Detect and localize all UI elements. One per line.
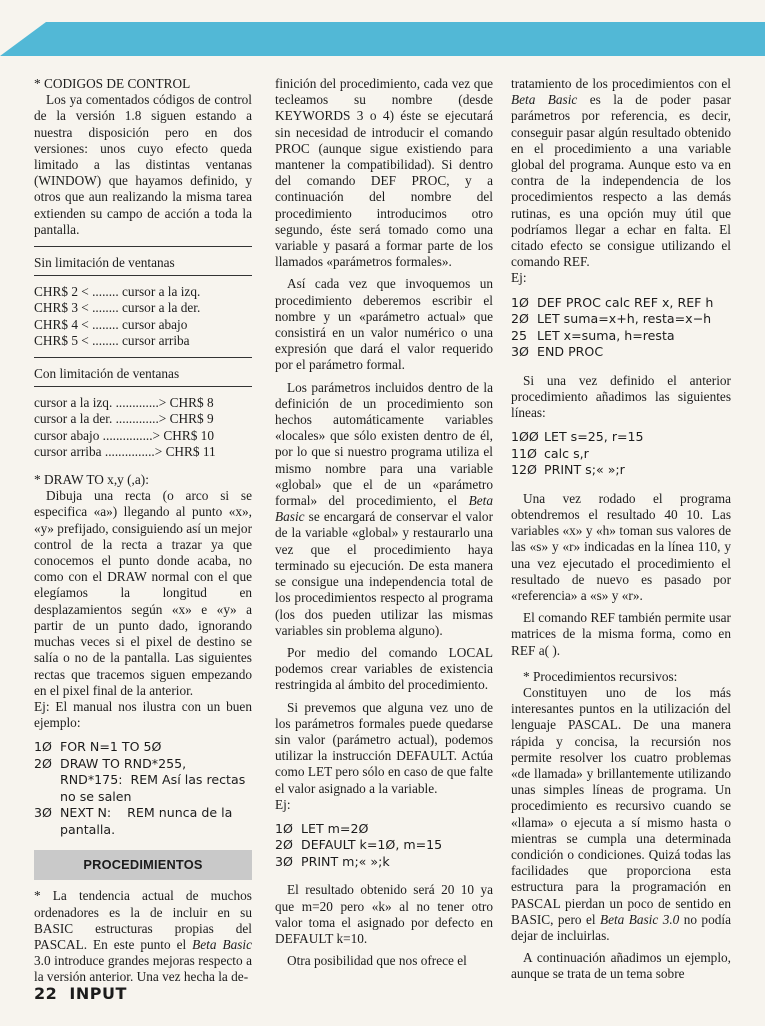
code-text: NEXT N: REM nunca de la pantalla. xyxy=(60,805,237,837)
code-line xyxy=(511,446,731,463)
code-text: END PROC xyxy=(537,344,604,360)
line-number: 1Ø xyxy=(275,820,293,836)
table-row: cursor arriba ...............> CHR$ 11 xyxy=(34,443,216,459)
paragraph: Otra posibilidad que nos ofrece el xyxy=(287,953,467,969)
code-line xyxy=(275,837,493,854)
line-number: 1ØØ xyxy=(511,429,539,445)
table-row: cursor abajo ...............> CHR$ 10 xyxy=(34,427,214,443)
line-number: 25 xyxy=(511,327,528,343)
paragraph: finición del procedimiento, cada vez que tecleamos su nombre (desde KEYWORDS 3 o 4) éste se ejecutará sin necesidad de introducir el comando PROC (aunque sigue existiendo para mantener la compatibilidad). Si dentro del comando DEF PROC, y a continuación del nombre del procedimiento introducimos otro segundo, éste será tomado como una variable y pasará a formar parte de los llamados «parámetros formales». xyxy=(275,76,493,270)
section-header-procedimientos: PROCEDIMIENTOS xyxy=(34,850,252,880)
text-run: se encargará de conservar el valor de la variable «global» y restaurarlo una vez que el procedimiento haya terminado su ejecución. De esta manera se consigue una independencia total de los procedimientos respecto al programa (los dos pueden utilizar las mismas variables sin problema alguno). xyxy=(275,509,493,638)
code-line xyxy=(511,328,731,345)
text-run: Los parámetros incluidos dentro de la definición de un procedimiento son hechos automáticamente variables «locales» que sólo existen dentro de él, por lo que si nuestro programa utiliza el mismo nombre para una variable «global» que el de un «parámetro formal» del procedimiento, el xyxy=(275,379,493,509)
paragraph: Así cada vez que invoquemos un procedimiento deberemos escribir el nombre y un «parámetro actual» que consistirá en un valor numérico o una expresión que dará el valor requerido por el parámetro formal. xyxy=(275,276,493,373)
text-run: 3.0 introduce grandes mejoras respecto a la versión anterior. Una vez hecha la de- xyxy=(34,953,252,985)
code-listing-draw xyxy=(34,739,252,838)
text-italic: Beta Basic 3.0 xyxy=(599,911,680,927)
code-line xyxy=(511,311,731,328)
column-2 xyxy=(275,76,493,975)
table-row: CHR$ 3 < ........ cursor a la der. xyxy=(34,300,201,316)
code-text: RND*175: REM Así las rectas no se salen xyxy=(60,772,250,804)
paragraph xyxy=(275,380,493,639)
text-run: tratamiento de los procedimientos con el xyxy=(511,76,731,91)
heading-draw-to: * DRAW TO x,y (,a): xyxy=(34,472,149,488)
code-line xyxy=(511,344,731,361)
paragraph: Por medio del comando LOCAL podemos crear variables de existencia restringida al ámbito del procedimiento. xyxy=(275,644,493,693)
code-line xyxy=(511,462,731,479)
divider xyxy=(34,275,252,276)
table-sin-limitacion xyxy=(34,284,252,349)
code-listing-calc xyxy=(511,429,731,479)
line-number: 3Ø xyxy=(511,344,529,360)
code-line xyxy=(511,295,731,312)
paragraph-codigos: Los ya comentados códigos de control de la versión 1.8 siguen estando a nuestra disposición pero en dos versiones: unos cuyo efecto queda limitado a las distintas ventanas (WINDOW) que hayamos definido, y otros que aun realizando la misma tarea extienden su campo de acción a toda la pantalla. xyxy=(34,92,252,237)
paragraph: Si una vez definido el anterior procedimiento añadimos las siguientes líneas: xyxy=(511,372,731,421)
code-listing-ref xyxy=(511,295,731,361)
heading-codigos-control: * CODIGOS DE CONTROL xyxy=(34,76,191,91)
paragraph: Si prevemos que alguna vez uno de los parámetros formales puede quedarse sin valor (parámetro actual), podemos utilizar la instrucción DEFAULT. Actúa como LET pero sólo en caso de que falte el valor asignado a la variable. xyxy=(275,699,493,796)
text-run: es la de poder pasar parámetros por referencia, es decir, conseguir pasar algún resultado obtenido en el procedimiento a una variable global del programa. Aunque esto va en contra de la independencia de los procedimientos respecto a las demás rutinas, es una opción muy útil que podríamos llegar a echar en falta. El citado efecto se consigue utilizando el comando REF. xyxy=(511,92,731,270)
divider xyxy=(34,386,252,387)
divider xyxy=(34,357,252,358)
text-italic: Beta Basic xyxy=(511,92,578,108)
text-run: * La tendencia actual de muchos ordenadores es la de incluir en su BASIC estructuras propias del PASCAL. En este punto el xyxy=(34,888,252,952)
code-listing-default xyxy=(275,821,493,871)
line-number: 2Ø xyxy=(34,755,52,771)
paragraph xyxy=(511,685,731,944)
code-line xyxy=(275,854,493,871)
table-row: CHR$ 5 < ........ cursor arriba xyxy=(34,332,190,348)
code-text: calc s,r xyxy=(544,445,589,461)
code-line xyxy=(275,821,493,838)
table-row: cursor a la izq. .............> CHR$ 8 xyxy=(34,395,214,411)
code-text: PRINT s;« »;r xyxy=(544,462,625,478)
table-row: CHR$ 4 < ........ cursor abajo xyxy=(34,316,188,332)
code-text: LET s=25, r=15 xyxy=(544,429,644,445)
page-footer xyxy=(34,984,127,1003)
text-run: Constituyen uno de los más interesantes puntos en la utilización del lenguaje PASCAL. De una manera rápida y concisa, la recursión nos permite resolver los cuatro problemas «de llamada» y brillantemente utilizando unas simples líneas de programa. Un procedimiento es recursivo cuando se «llama» o ejecuta a sí mismo hasta o mientras se cumpla una determinada condición o condiciones. Quizá todas las facilidades que proporciona esta estructura para la programación en PASCAL pierdan un poco de sentido en BASIC, pero el xyxy=(511,684,731,927)
paragraph-procedimientos xyxy=(34,888,252,985)
paragraph-draw: Dibuja una recta (o arco si se especifica «a») llegando al punto «x», «y» prefijado, consiguiendo así un mejor control de la recta a trazar ya que conocemos el punto donde acaba, no como con el DRAW normal con el que elegíamos la longitud en desplazamientos según «x» e «y» a partir de un punto dado, ignorando muchas veces si el pixel de destino se salía o no de la pantalla. Las siguientes rectas que tracemos siguen empezando en el pixel final de la anterior. xyxy=(34,488,252,698)
code-text: FOR N=1 TO 5Ø xyxy=(60,739,162,755)
paragraph-ej: Ej: xyxy=(511,270,527,286)
code-line xyxy=(34,756,252,773)
magazine-name: INPUT xyxy=(69,984,127,1003)
text-italic: Beta Basic xyxy=(192,936,252,952)
paragraph: A continuación añadimos un ejemplo, aunque se trata de un tema sobre xyxy=(511,950,731,982)
paragraph: El resultado obtenido será 20 10 ya que m=20 pero «k» al no tener otro valor toma el asignado por defecto en DEFAULT k=10. xyxy=(275,882,493,947)
code-line xyxy=(34,805,252,838)
line-number: 11Ø xyxy=(511,445,537,461)
column-3 xyxy=(511,76,731,989)
column-1 xyxy=(34,76,252,992)
code-text: LET x=suma, h=resta xyxy=(537,327,675,343)
line-number: 12Ø xyxy=(511,462,537,478)
line-number: 1Ø xyxy=(511,294,529,310)
table-row: cursor a la der. .............> CHR$ 9 xyxy=(34,411,214,427)
heading-recursivos: * Procedimientos recursivos: xyxy=(523,668,678,684)
paragraph xyxy=(511,76,731,270)
code-text: LET suma=x+h, resta=x−h xyxy=(537,311,712,327)
page-number: 22 xyxy=(34,984,58,1003)
text-italic: Beta Basic xyxy=(275,493,493,525)
line-number: 3Ø xyxy=(34,805,52,821)
text-run: no podía dejar de incluirlas. xyxy=(511,911,731,944)
table-con-limitacion xyxy=(34,395,252,460)
table-title-con-limitacion: Con limitación de ventanas xyxy=(34,366,180,382)
line-number: 2Ø xyxy=(511,311,529,327)
table-row: CHR$ 2 < ........ cursor a la izq. xyxy=(34,284,201,300)
paragraph: Una vez rodado el programa obtendremos el resultado 40 10. Las variables «x» y «h» toman sus valores de las «s» y «r» indicadas en la línea 110, y una vez ejecutado el procedimiento el resultado de nuevo es pasado por «referencia» a «s» y «r». xyxy=(511,490,731,603)
paragraph-ejemplo: Ej: El manual nos ilustra con un buen ejemplo: xyxy=(34,698,252,731)
divider xyxy=(34,246,252,247)
header-color-bar xyxy=(46,22,765,56)
code-text: DEF PROC calc REF x, REF h xyxy=(537,294,714,310)
code-line xyxy=(511,429,731,446)
code-text: PRINT m;« »;k xyxy=(301,853,390,869)
code-text: DEFAULT k=1Ø, m=15 xyxy=(301,837,443,853)
table-title-sin-limitacion: Sin limitación de ventanas xyxy=(34,255,175,271)
code-text: DRAW TO RND*255, xyxy=(60,755,187,771)
line-number: 1Ø xyxy=(34,739,52,755)
code-line xyxy=(34,739,252,756)
paragraph: El comando REF también permite usar matrices de la misma forma, como en REF a( ). xyxy=(511,610,731,658)
paragraph-ej: Ej: xyxy=(275,796,291,812)
line-number: 2Ø xyxy=(275,837,293,853)
line-number xyxy=(34,772,60,805)
line-number: 3Ø xyxy=(275,853,293,869)
code-line xyxy=(34,772,252,805)
code-text: LET m=2Ø xyxy=(301,820,369,836)
